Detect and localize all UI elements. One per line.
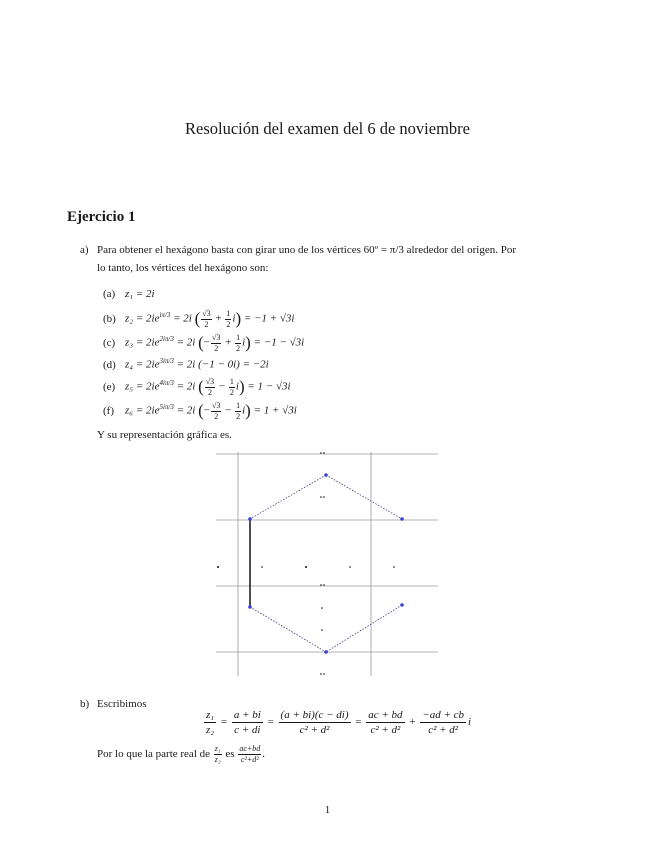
vertex-item: (c) $z_3 = 2ie^{2i\pi/3} = 2i$ (− $\frac{√3}{2}$ + $\frac{1}{2}$ i) = −1 − √3i	[103, 332, 305, 353]
part-b-label: b)	[80, 698, 90, 710]
part-b-intro: Escribimos	[97, 698, 147, 710]
vertex-item: (d) $z_4 = 2ie^{3i\pi/3} = 2i$ (−1 − 0i) = −2i	[103, 357, 269, 371]
section-heading: Ejercicio 1	[67, 209, 136, 225]
quotient-equation: $\frac{\text{z₁}}{\text{z₂}}$ = $\frac{a + bi}{c + di}$ = $\frac{(a + bi)(c - di)}{\text{c² + d²}}$ = $\frac{ac + bd}{\text{c² + d²}}$ + $\frac{-ad + cb}{\text{c² + d²}}$ i	[206, 709, 472, 736]
graph-caption: Y su representación gráfica es.	[97, 429, 232, 441]
hexagon-figure	[214, 448, 440, 678]
part-a-intro-line2: lo tanto, los vértices del hexágono son:	[97, 262, 269, 274]
axis-dots	[217, 452, 395, 675]
hexagon-vertices	[248, 473, 404, 654]
page-title: Resolución del examen del 6 de noviembre	[185, 119, 470, 138]
vertex-item: (e) $z_5 = 2ie^{4i\pi/3} = 2i$ ( $\frac{√3}{2}$ − $\frac{1}{2}$ i) = 1 − √3i	[103, 376, 291, 397]
vertex-item: (a) z₁ = 2i	[103, 288, 155, 300]
part-a-label: a)	[80, 244, 89, 256]
vertex-item: (f) $z_6 = 2ie^{5i\pi/3} = 2i$ (− $\frac{√3}{2}$ − $\frac{1}{2}$ i) = 1 + √3i	[103, 400, 297, 421]
hexagon-edges	[250, 475, 402, 652]
vertex-item: (b) $z_2 = 2ie^{i\pi/3} = 2i$ ( $\frac{√3}{2}$ + $\frac{1}{2}$ i) = −1 + √3i	[103, 308, 295, 329]
part-a-intro-line1: Para obtener el hexágono basta con girar uno de los vértices 60º = π/3 alrededor del origen. Por	[97, 244, 516, 256]
part-b-conclusion: Por lo que la parte real de $\frac{\text{z₁}}{\text{z₂}}$ es $\frac{ac+bd}{\text{c²+d²}}$ .	[97, 744, 266, 764]
page-number: 1	[324, 804, 331, 816]
